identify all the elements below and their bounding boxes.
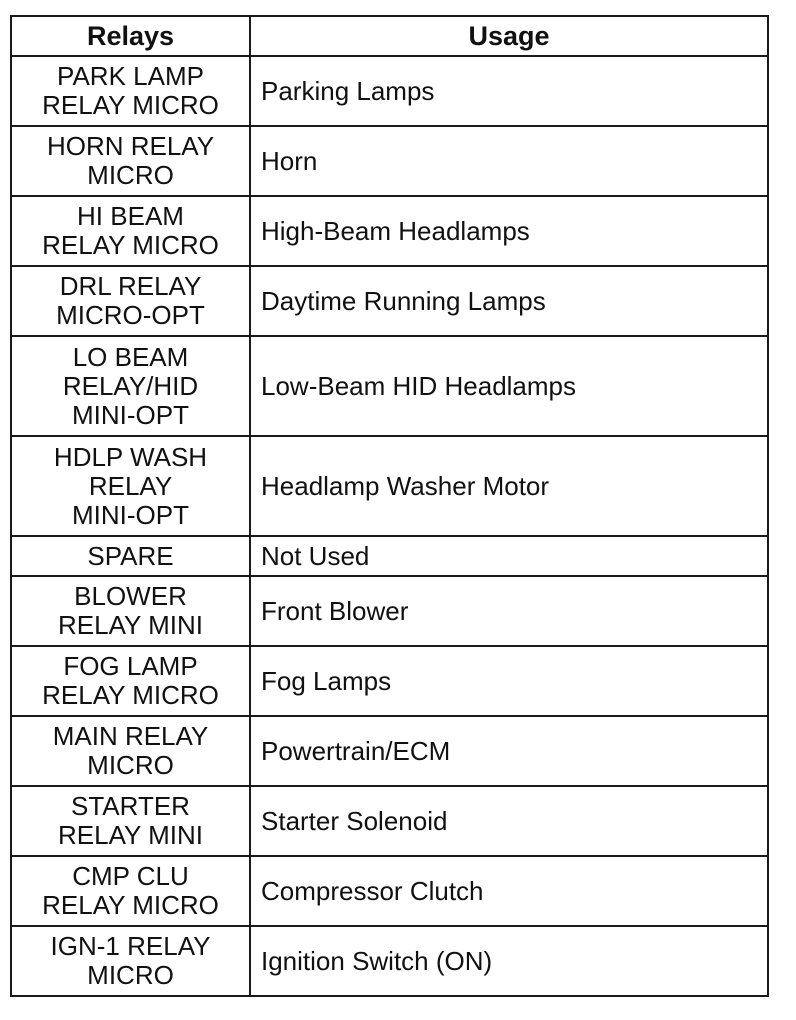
relay-name-line: MICRO (87, 750, 174, 780)
usage-cell: Compressor Clutch (250, 856, 768, 926)
relay-name-line: STARTER (71, 791, 190, 821)
table-row (11, 436, 768, 536)
usage-cell: Starter Solenoid (250, 786, 768, 856)
table-row (11, 56, 768, 126)
relay-name-line: SPARE (87, 540, 174, 571)
relay-name-cell (11, 856, 250, 926)
relay-name-line: RELAY MINI (58, 820, 203, 850)
relay-name-line: HDLP WASH (53, 441, 208, 472)
relay-name-line: MICRO (87, 160, 174, 190)
relay-name-line: IGN-1 RELAY (50, 931, 211, 961)
table-row (11, 336, 768, 436)
relay-name-cell (11, 536, 250, 576)
usage-cell: Headlamp Washer Motor (250, 436, 768, 536)
usage-column-header: Usage (250, 16, 768, 56)
table-row (11, 536, 768, 576)
relay-name-line: RELAY (88, 470, 173, 501)
table-row (11, 786, 768, 856)
relay-name-cell (11, 266, 250, 336)
table-row (11, 646, 768, 716)
relay-name-line: RELAY MICRO (42, 680, 219, 710)
relay-name-line: MICRO-OPT (56, 300, 205, 330)
relay-name-line: RELAY MICRO (42, 230, 219, 260)
table-row (11, 856, 768, 926)
relay-name-line: RELAY/HID (62, 370, 199, 401)
relay-name-line: RELAY MICRO (42, 90, 219, 120)
usage-cell: Horn (250, 126, 768, 196)
usage-cell: Not Used (250, 536, 768, 576)
relay-name-line: HORN RELAY (46, 131, 215, 161)
table-row (11, 126, 768, 196)
relay-name-cell (11, 436, 250, 536)
usage-cell: High-Beam Headlamps (250, 196, 768, 266)
relay-name-line: HI BEAM (77, 201, 184, 231)
table-row (11, 196, 768, 266)
relay-name-cell (11, 126, 250, 196)
relay-name-cell (11, 56, 250, 126)
table-row (11, 716, 768, 786)
usage-cell: Fog Lamps (250, 646, 768, 716)
relay-name-line: FOG LAMP (63, 651, 198, 681)
relay-name-cell (11, 646, 250, 716)
relay-name-cell (11, 196, 250, 266)
relay-name-cell (11, 336, 250, 436)
relays-column-header: Relays (11, 16, 250, 56)
relay-name-cell (11, 576, 250, 646)
relay-name-line: MAIN RELAY (52, 721, 209, 751)
relay-name-line: MICRO (87, 960, 174, 990)
relay-name-line: MINI-OPT (72, 399, 189, 430)
relay-usage-table (10, 15, 769, 997)
relay-name-line: LO BEAM (72, 341, 189, 372)
usage-cell: Front Blower (250, 576, 768, 646)
table-row (11, 926, 768, 996)
relay-name-cell (11, 786, 250, 856)
usage-cell: Low-Beam HID Headlamps (250, 336, 768, 436)
relay-name-line: DRL RELAY (59, 271, 202, 301)
usage-cell: Daytime Running Lamps (250, 266, 768, 336)
usage-cell: Powertrain/ECM (250, 716, 768, 786)
relay-name-cell (11, 716, 250, 786)
table-row (11, 266, 768, 336)
relay-name-cell (11, 926, 250, 996)
relay-name-line: BLOWER (74, 581, 187, 611)
table-row (11, 576, 768, 646)
table-header (11, 16, 768, 56)
header-row (11, 16, 768, 56)
table-body (11, 56, 768, 996)
relay-name-line: MINI-OPT (72, 499, 189, 530)
relay-name-line: RELAY MICRO (42, 890, 219, 920)
relay-name-line: CMP CLU (72, 861, 189, 891)
relay-name-line: RELAY MINI (58, 610, 203, 640)
usage-cell: Ignition Switch (ON) (250, 926, 768, 996)
usage-cell: Parking Lamps (250, 56, 768, 126)
relay-name-line: PARK LAMP (57, 61, 204, 91)
